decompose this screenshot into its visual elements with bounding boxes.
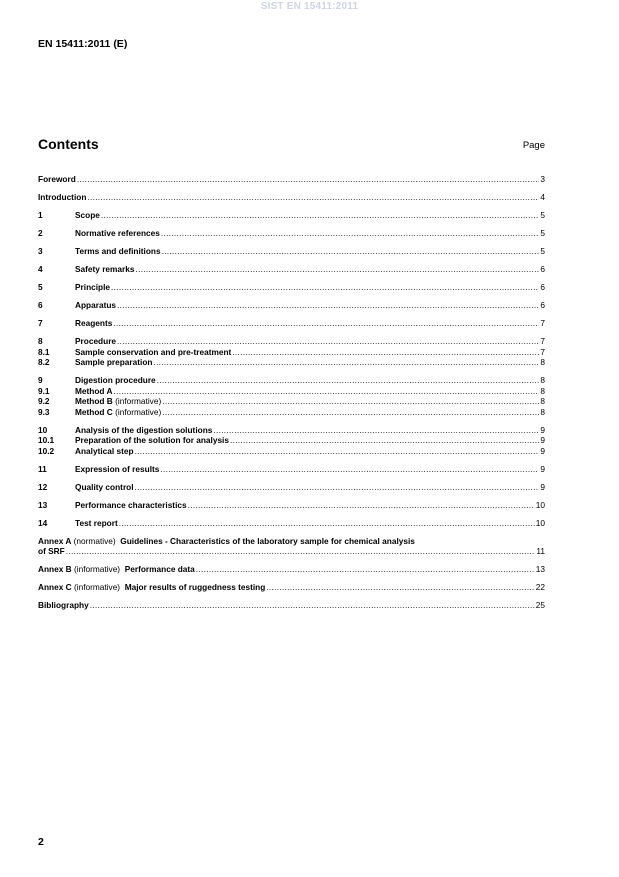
toc-number: 10 (38, 424, 48, 435)
toc-title: Preparation of the solution for analysis (75, 435, 229, 445)
page-column-label: Page (522, 140, 545, 151)
toc-entry-11[interactable] (38, 464, 545, 475)
toc-number: 11 (38, 463, 47, 474)
toc-note: (informative) (115, 396, 162, 406)
dot-leader (160, 464, 539, 475)
toc-page: 5 (540, 210, 545, 220)
toc-note: (informative) (73, 582, 121, 592)
toc-title: Scope (75, 210, 100, 220)
toc-page: 8 (540, 357, 545, 367)
toc-number: 9.2 (38, 396, 50, 406)
dot-leader (232, 347, 539, 358)
toc-entry-9[interactable] (38, 375, 545, 386)
toc-entry-9-1[interactable] (38, 386, 545, 397)
toc-number: 8.1 (38, 346, 50, 357)
toc-page: 10 (535, 499, 545, 510)
document-id: EN 15411:2011 (E) (38, 38, 128, 50)
toc-page: 7 (540, 318, 545, 328)
toc-page: 8 (540, 375, 545, 385)
toc-entry-5[interactable] (38, 282, 545, 293)
toc-page: 22 (535, 582, 545, 592)
dot-leader (136, 264, 540, 275)
toc-entry-1[interactable] (38, 210, 545, 221)
toc-title: Performance data (124, 564, 195, 574)
toc-number: 9.1 (38, 385, 50, 396)
dot-leader (119, 518, 535, 529)
toc-page: 6 (540, 264, 545, 274)
dot-leader (161, 228, 540, 239)
toc-number: 3 (38, 246, 43, 256)
toc-title: Test report (75, 517, 118, 528)
toc-entry-annex-a[interactable] (38, 536, 545, 557)
toc-entry-9-3[interactable] (38, 407, 545, 418)
watermark: SIST EN 15411:2011 (260, 1, 359, 12)
toc-number: 12 (38, 481, 48, 492)
toc-number: 10.1 (38, 435, 55, 445)
dot-leader (101, 210, 539, 221)
toc-title: Normative references (75, 228, 160, 238)
dot-leader (213, 425, 539, 436)
toc-entry-10-2[interactable] (38, 446, 545, 457)
toc-title: Bibliography (38, 600, 89, 610)
toc-title: Analytical step (75, 445, 134, 456)
toc-page: 3 (540, 174, 545, 184)
toc-entry-annex-b[interactable] (38, 564, 545, 575)
toc-number: 8 (38, 336, 43, 346)
toc-title: Performance characteristics (75, 499, 187, 510)
toc-entry-8[interactable] (38, 336, 545, 347)
contents-heading: Contents (38, 136, 99, 152)
toc-title-continued: of SRF (38, 546, 65, 556)
toc-title: Foreword (38, 174, 76, 184)
toc-number: 8.2 (38, 357, 50, 367)
toc-entry-7[interactable] (38, 318, 545, 329)
dot-leader (77, 174, 540, 185)
toc-title: Introduction (38, 192, 87, 202)
page-number: 2 (38, 836, 44, 848)
toc-entry-4[interactable] (38, 264, 545, 275)
toc-title: Analysis of the digestion solutions (75, 424, 213, 435)
toc-title: Quality control (75, 481, 134, 492)
toc-note: (informative) (73, 564, 121, 574)
toc-number: 14 (38, 517, 48, 528)
dot-leader (87, 192, 539, 203)
dot-leader (162, 396, 539, 407)
dot-leader (162, 407, 539, 418)
toc-entry-annex-c[interactable] (38, 582, 545, 593)
toc-page: 9 (540, 481, 545, 492)
toc-page: 8 (540, 396, 545, 406)
toc-entry-3[interactable] (38, 246, 545, 257)
dot-leader (196, 564, 535, 575)
toc-entry-8-2[interactable] (38, 357, 545, 368)
toc-number: 5 (38, 282, 43, 292)
toc-page: 7 (540, 346, 545, 357)
toc-title: Digestion procedure (75, 375, 156, 385)
toc-title: Principle (75, 282, 111, 292)
toc-page: 9 (540, 445, 545, 456)
toc-entry-10[interactable] (38, 425, 545, 436)
toc-page: 8 (540, 406, 545, 417)
toc-entry-12[interactable] (38, 482, 545, 493)
toc-number: 9 (38, 375, 43, 385)
toc-number: 1 (38, 210, 43, 220)
dot-leader (113, 386, 539, 397)
toc-entry-bibliography[interactable] (38, 600, 545, 611)
toc-title: Safety remarks (75, 264, 135, 274)
toc-title: Apparatus (75, 300, 117, 310)
toc-note: (informative) (115, 406, 162, 417)
toc-entry-13[interactable] (38, 500, 545, 511)
dot-leader (117, 300, 539, 311)
toc-page: 11 (536, 546, 545, 556)
toc-entry-8-1[interactable] (38, 347, 545, 358)
toc-number: 7 (38, 318, 43, 328)
toc-entry-2[interactable] (38, 228, 545, 239)
toc-entry-introduction[interactable] (38, 192, 545, 203)
toc-number: 13 (38, 499, 48, 510)
toc-number: 4 (38, 264, 43, 274)
toc-number: 6 (38, 300, 43, 310)
dot-leader (117, 336, 539, 347)
toc-page: 25 (535, 600, 545, 610)
toc-title: Reagents (75, 318, 113, 328)
dot-leader (90, 600, 535, 611)
toc-page: 6 (540, 282, 545, 292)
toc-title: Method C (75, 406, 113, 417)
toc-entry-6[interactable] (38, 300, 545, 311)
toc-annex-label: Annex A (38, 535, 72, 546)
toc-page: 5 (540, 228, 545, 238)
toc-number: 2 (38, 228, 43, 238)
dot-leader (153, 357, 539, 368)
toc-page: 4 (540, 192, 545, 202)
toc-title: Procedure (75, 336, 117, 346)
toc-page: 9 (540, 435, 545, 445)
toc-number: 10.2 (38, 445, 55, 456)
toc-page: 10 (535, 517, 545, 528)
dot-leader (230, 435, 539, 446)
toc-title: Guidelines - Characteristics of the laboratory sample for chemical analysis (120, 535, 415, 546)
dot-leader (135, 446, 540, 457)
toc-title: Method B (75, 396, 113, 406)
toc-number: 9.3 (38, 406, 50, 417)
toc-page: 7 (540, 336, 545, 346)
toc-entry-foreword[interactable] (38, 174, 545, 185)
toc-entry-14[interactable] (38, 518, 545, 529)
toc-annex-label: Annex C (38, 582, 72, 592)
toc-entry-10-1[interactable] (38, 435, 545, 446)
dot-leader (111, 282, 539, 293)
toc-title: Sample preparation (75, 357, 153, 367)
table-of-contents (38, 174, 545, 611)
toc-entry-9-2[interactable] (38, 396, 545, 407)
dot-leader (157, 375, 540, 386)
dot-leader (188, 500, 535, 511)
dot-leader (266, 582, 534, 593)
dot-leader (162, 246, 540, 257)
toc-note: (normative) (73, 535, 116, 546)
dot-leader (66, 546, 536, 557)
toc-title: Expression of results (75, 463, 160, 474)
toc-title: Method A (75, 385, 113, 396)
dot-leader (113, 318, 539, 329)
toc-title: Sample conservation and pre-treatment (75, 346, 232, 357)
toc-page: 8 (540, 385, 545, 396)
toc-page: 13 (535, 564, 545, 574)
toc-page: 9 (540, 463, 545, 474)
toc-page: 6 (540, 300, 545, 310)
toc-annex-label: Annex B (38, 564, 72, 574)
toc-page: 5 (540, 246, 545, 256)
toc-page: 9 (540, 424, 545, 435)
toc-title: Terms and definitions (75, 246, 161, 256)
toc-title: Major results of ruggedness testing (124, 582, 266, 592)
dot-leader (135, 482, 540, 493)
